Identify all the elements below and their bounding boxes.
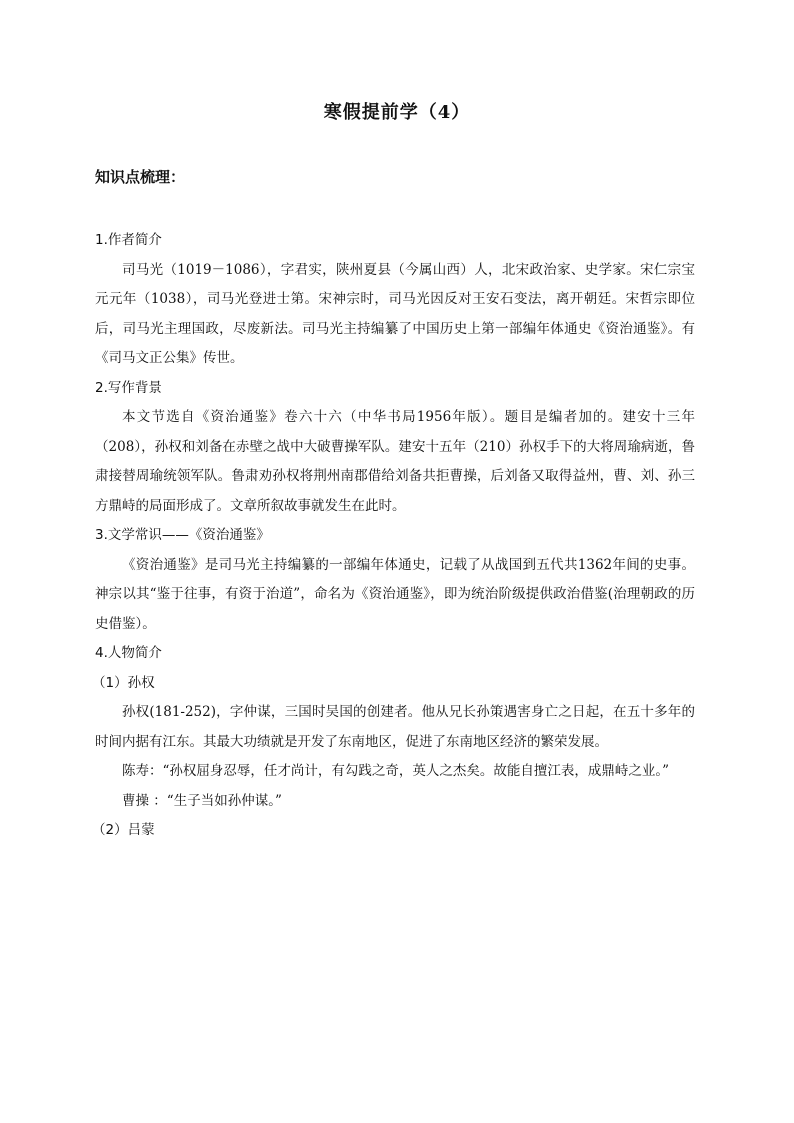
section-heading-author: 1.作者简介: [95, 232, 162, 248]
paragraph-author-intro: 司马光（1019－1086），字君实，陕州夏县（今属山西）人，北宋政治家、史学家。宋仁宗宝元元年（1038），司马光登进士第。宋神宗时，司马光因反对王安石变法，离开朝廷。宋哲宗即位后，司马光主理国政，尽废新法。司马光主持编纂了中国历史上第一部编年体通史《资治通鉴》。有《司马文正公集》传世。: [95, 261, 695, 366]
paragraph-cao-cao-quote: 曹操 ：“生子当如孙仲谋。”: [122, 792, 282, 809]
section-heading-characters: 4.人物简介: [95, 645, 162, 661]
section-heading-background: 2.写作背景: [95, 379, 162, 396]
document-body: [92, 226, 695, 846]
document-title: 寒假提前学（4）: [323, 102, 471, 123]
paragraph-sun-quan-bio: 孙权(181-252)，字仲谋，三国时吴国的创建者。他从兄长孙策遇害身亡之日起，在五十多年的时间内据有江东。其最大功绩就是开发了东南地区，促进了东南地区经济的繁荣发展。: [95, 704, 695, 750]
paragraph-literature: 《资治通鉴》是司马光主持编纂的一部编年体通史，记载了从战国到五代共1362年间的史事。神宗以其“鉴于往事，有资于治道”，命名为《资治通鉴》，即为统治阶级提供政治借鉴(治理朝政的历史借鉴）。: [95, 556, 695, 632]
subheading-sun-quan: （1）孙权: [92, 674, 155, 691]
section-heading-literature: 3.文学常识——《资治通鉴》: [95, 527, 270, 543]
paragraph-chen-shou-quote: 陈寿：“孙权屈身忍辱，任才尚计，有勾践之奇，英人之杰矣。故能自擅江表，成鼎峙之业。”: [122, 763, 670, 779]
paragraph-background: 本文节选自《资治通鉴》卷六十六（中华书局1956年版）。题目是编者加的。建安十三年（208），孙权和刘备在赤壁之战中大破曹操军队。建安十五年（210）孙权手下的大将周瑜病逝，鲁肃接替周瑜统领军队。鲁肃劝孙权将荆州南郡借给刘备共拒曹操，后刘备又取得益州，曹、刘、孙三方鼎峙的局面形成了。文章所叙故事就发生在此时。: [95, 409, 695, 514]
section-heading-knowledge: 知识点梳理：: [95, 168, 186, 186]
subheading-lv-meng: （2）吕蒙: [92, 822, 155, 838]
